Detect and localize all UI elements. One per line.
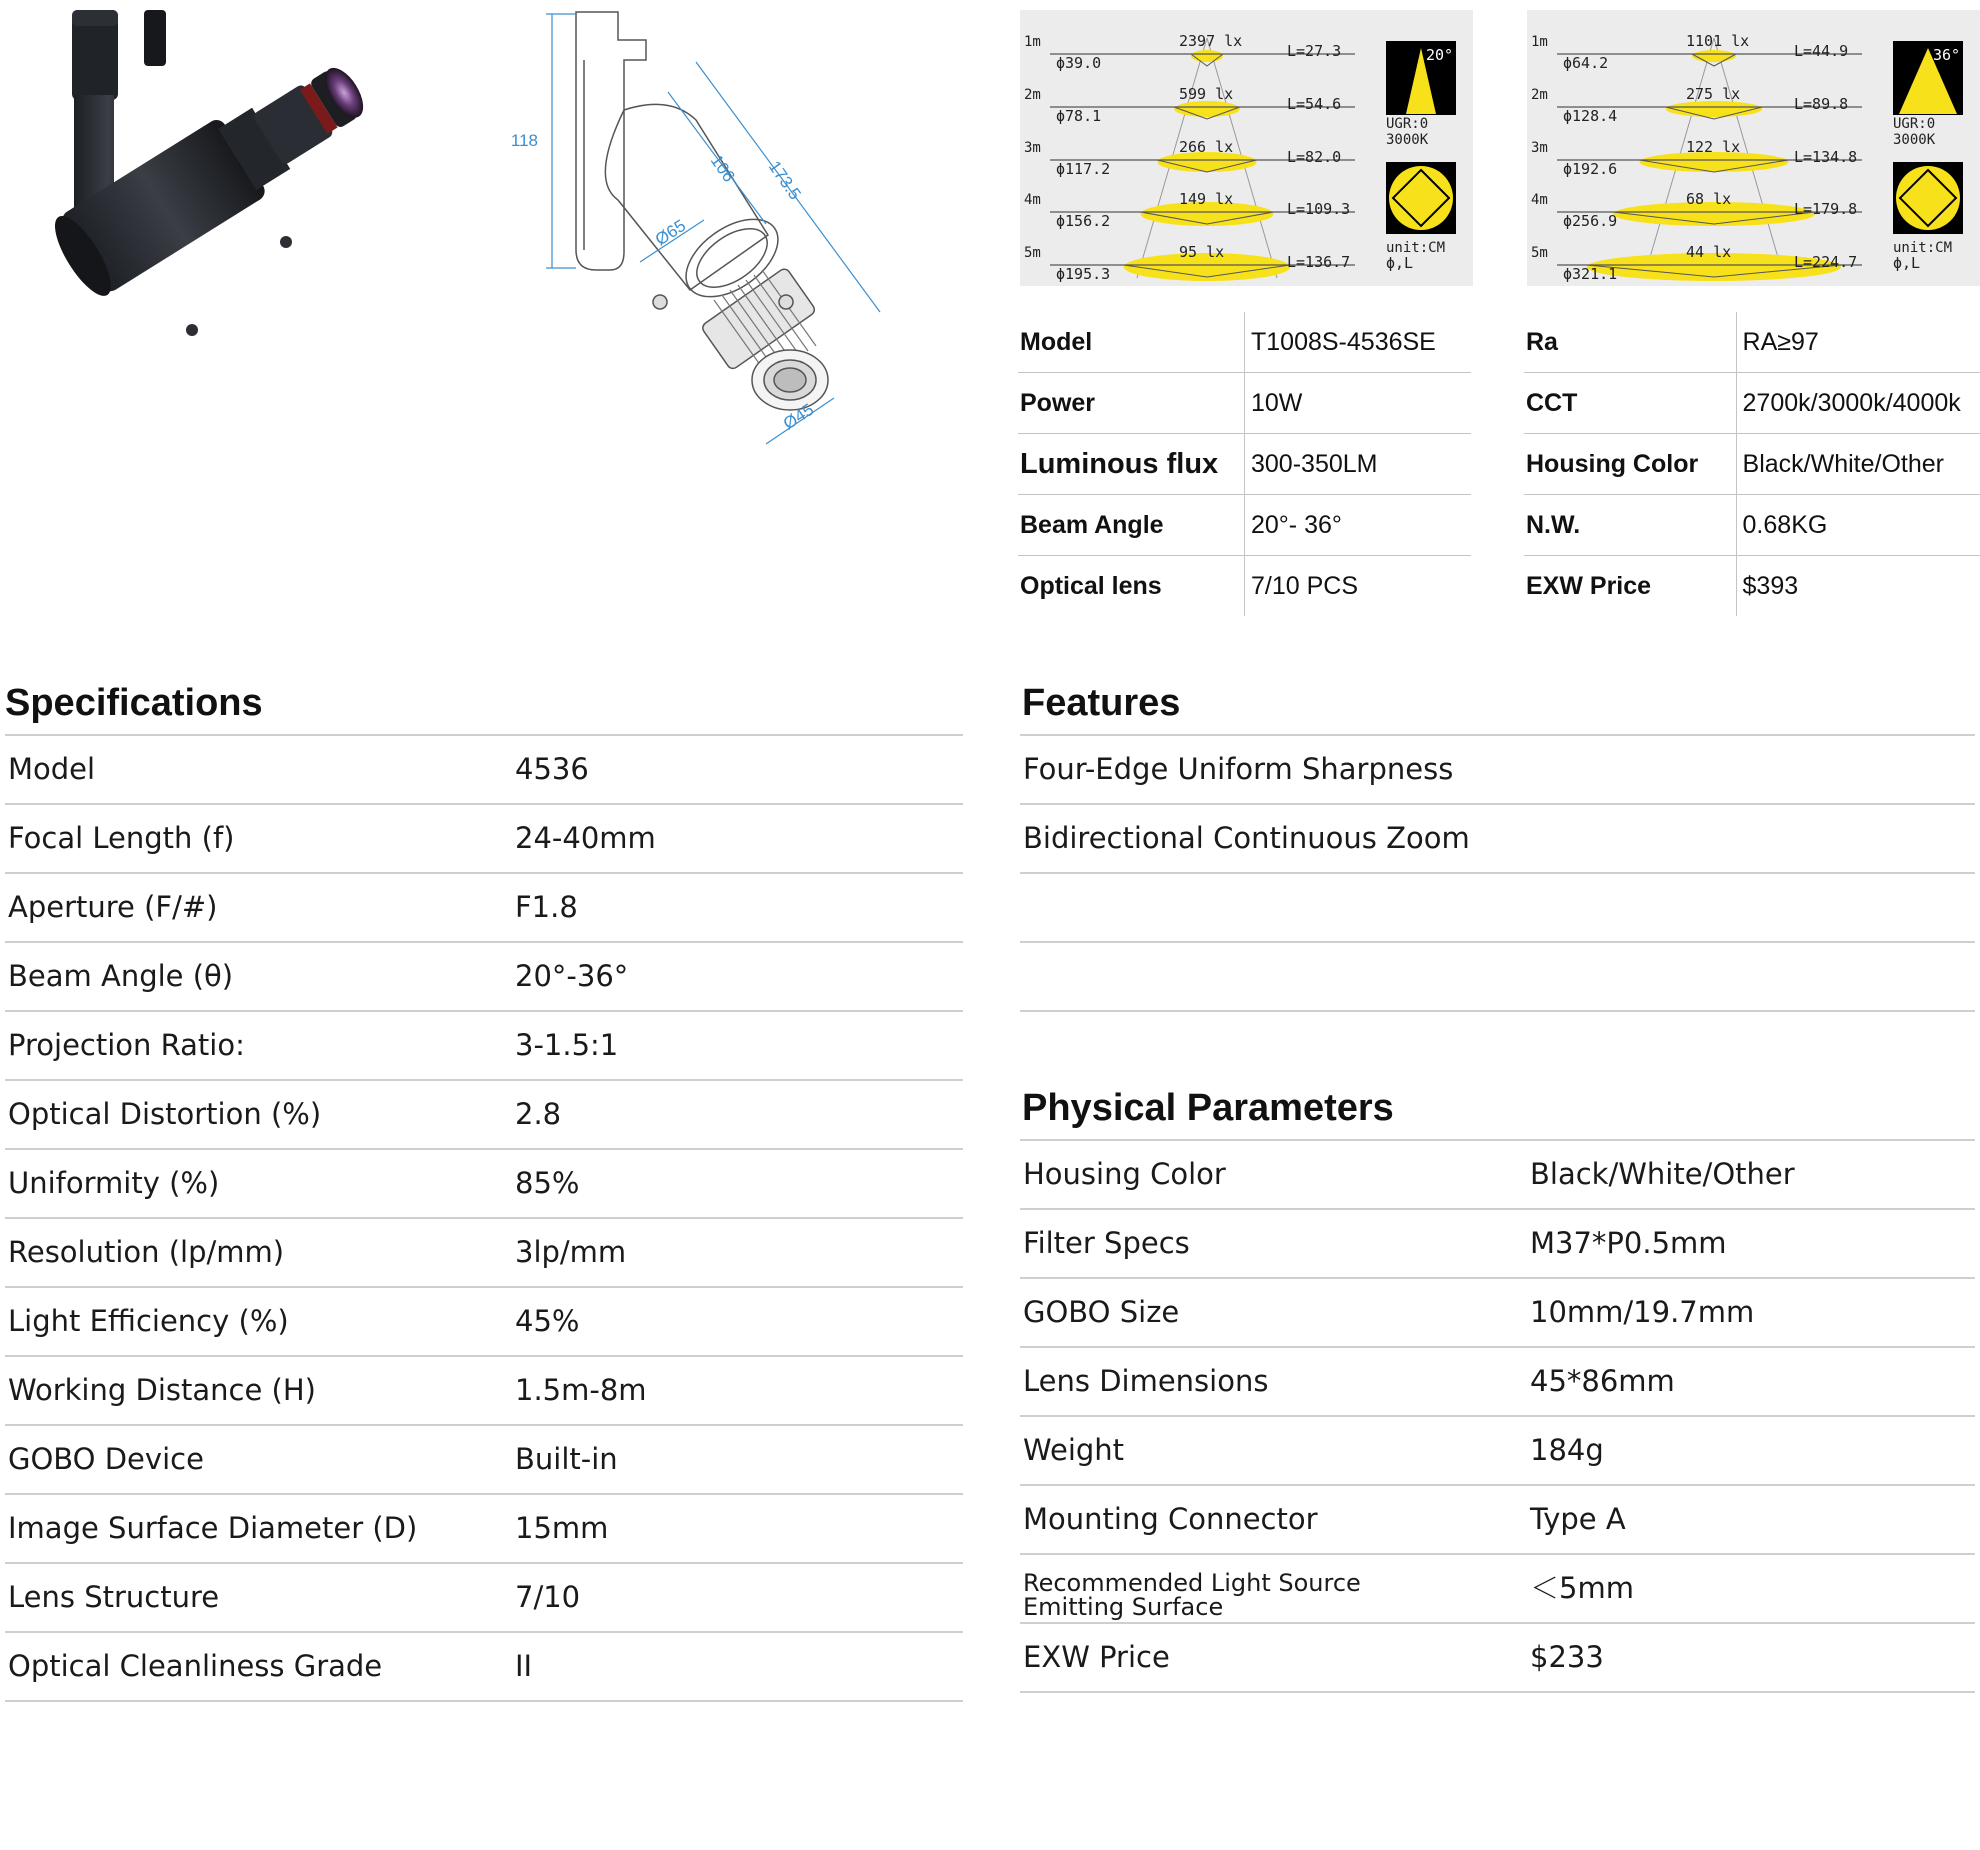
- length-label: L=89.8: [1794, 95, 1849, 113]
- length-label: L=54.6: [1287, 95, 1342, 113]
- info-label: Optical lens: [1020, 571, 1162, 600]
- row-label: Housing Color: [1023, 1157, 1226, 1191]
- row-label: Beam Angle (θ): [8, 959, 234, 993]
- lux-label: 266 lx: [1179, 138, 1234, 156]
- lux-label: 275 lx: [1686, 85, 1741, 103]
- info-row: [1524, 556, 1980, 617]
- info-label: Model: [1018, 312, 1245, 373]
- info-label: EXW Price: [1526, 571, 1652, 600]
- cct-label: 3000K: [1893, 132, 1936, 148]
- lux-label: 1101 lx: [1686, 32, 1750, 50]
- table-row: [5, 1081, 963, 1150]
- table-row: [5, 874, 963, 943]
- row-label-line1: Recommended Light Source: [1023, 1569, 1361, 1597]
- feature-text: Bidirectional Continuous Zoom: [1023, 821, 1470, 855]
- row-value: 85%: [515, 1166, 580, 1200]
- info-row: [1524, 434, 1980, 495]
- table-row: [5, 805, 963, 874]
- table-row: [5, 736, 963, 805]
- row-value: 20°-36°: [515, 959, 629, 993]
- row-value: 184g: [1530, 1433, 1604, 1467]
- row-value: 24-40mm: [515, 821, 656, 855]
- diameter-label: ϕ195.3: [1056, 265, 1111, 283]
- info-value: $393: [1736, 556, 1980, 617]
- row-label: GOBO Device: [8, 1442, 204, 1476]
- row-label: GOBO Size: [1023, 1295, 1180, 1329]
- info-value: RA≥97: [1736, 312, 1980, 373]
- distance-label: 1m: [1024, 34, 1041, 50]
- beam-spot: [1191, 50, 1223, 62]
- table-row: [1020, 1555, 1975, 1624]
- dimension-drawing: [500, 0, 900, 460]
- dim-106: 106: [706, 151, 739, 186]
- row-value: 45%: [515, 1304, 580, 1338]
- row-label: Lens Dimensions: [1023, 1364, 1269, 1398]
- specifications-table: [5, 734, 963, 1702]
- row-label: Mounting Connector: [1023, 1502, 1318, 1536]
- row-label: Optical Distortion (%): [8, 1097, 322, 1131]
- info-label: Ra: [1524, 312, 1736, 373]
- length-label: L=109.3: [1287, 200, 1351, 218]
- info-row: [1524, 495, 1980, 556]
- features-list: [1020, 734, 1975, 1012]
- diameter-label: ϕ64.2: [1563, 54, 1609, 72]
- feature-item: [1020, 943, 1975, 1012]
- table-row: [1020, 1279, 1975, 1348]
- row-label: Uniformity (%): [8, 1166, 220, 1200]
- length-label: L=136.7: [1287, 253, 1351, 271]
- table-row: [5, 1219, 963, 1288]
- dim-118: 118: [510, 131, 538, 150]
- photometric-chart-20: [1020, 10, 1473, 286]
- row-label: Optical Cleanliness Grade: [8, 1649, 383, 1683]
- row-value: F1.8: [515, 890, 578, 924]
- info-value: Black/White/Other: [1736, 434, 1980, 495]
- physical-parameters-table: [1020, 1139, 1975, 1693]
- row-label: Aperture (F/#): [8, 890, 218, 924]
- row-label: EXW Price: [1023, 1640, 1170, 1674]
- diameter-label: ϕ117.2: [1056, 160, 1111, 178]
- unit-symbols-label: ϕ,L: [1893, 254, 1921, 272]
- info-row: [1018, 373, 1471, 434]
- lux-label: 44 lx: [1686, 243, 1732, 261]
- length-label: L=224.7: [1794, 253, 1858, 271]
- table-row: [1020, 1486, 1975, 1555]
- info-row: [1018, 556, 1471, 617]
- feature-item: [1020, 805, 1975, 874]
- beam-spot: [1174, 101, 1240, 117]
- info-value: 2700k/3000k/4000k: [1736, 373, 1980, 434]
- row-label: Lens Structure: [8, 1580, 220, 1614]
- ugr-label: UGR:0: [1893, 116, 1936, 132]
- cct-label: 3000K: [1386, 132, 1429, 148]
- table-row: [1020, 1348, 1975, 1417]
- table-row: [5, 1564, 963, 1633]
- table-row: [1020, 1141, 1975, 1210]
- length-label: L=134.8: [1794, 148, 1858, 166]
- table-row: [5, 1288, 963, 1357]
- dim-d45: Ø45: [779, 399, 818, 434]
- distance-label: 2m: [1024, 87, 1041, 103]
- row-value: 4536: [515, 752, 589, 786]
- info-label: CCT: [1524, 373, 1736, 434]
- lux-label: 95 lx: [1179, 243, 1225, 261]
- unit-label: unit:CM: [1893, 240, 1953, 256]
- info-row: [1018, 434, 1471, 495]
- features-title: Features: [1022, 682, 1181, 724]
- distance-label: 3m: [1531, 140, 1548, 156]
- distance-label: 3m: [1024, 140, 1041, 156]
- info-row: [1524, 312, 1980, 373]
- ugr-label: UGR:0: [1386, 116, 1429, 132]
- diameter-label: ϕ156.2: [1056, 212, 1111, 230]
- length-label: L=82.0: [1287, 148, 1342, 166]
- diameter-label: ϕ128.4: [1563, 107, 1618, 125]
- unit-label: unit:CM: [1386, 240, 1446, 256]
- beam-angle-label: 20°: [1426, 46, 1454, 64]
- feature-item: [1020, 736, 1975, 805]
- table-row: [5, 1357, 963, 1426]
- lux-label: 599 lx: [1179, 85, 1234, 103]
- row-label: Projection Ratio:: [8, 1028, 245, 1062]
- row-label: Model: [8, 752, 96, 786]
- physical-parameters-title: Physical Parameters: [1022, 1087, 1394, 1129]
- spot-circle-icon: [1896, 166, 1960, 230]
- info-label: N.W.: [1524, 495, 1736, 556]
- row-value: ＜5mm: [1530, 1571, 1634, 1605]
- row-label: [1023, 1571, 1423, 1619]
- row-label: Light Efficiency (%): [8, 1304, 289, 1338]
- diameter-label: ϕ256.9: [1563, 212, 1618, 230]
- table-row: [1020, 1624, 1975, 1693]
- info-value: T1008S-4536SE: [1245, 312, 1472, 373]
- row-value: Type A: [1530, 1502, 1626, 1536]
- lux-label: 122 lx: [1686, 138, 1741, 156]
- row-label: Working Distance (H): [8, 1373, 316, 1407]
- info-value: 10W: [1245, 373, 1472, 434]
- row-label-line2: Emitting Surface: [1023, 1593, 1224, 1621]
- length-label: L=44.9: [1794, 42, 1849, 60]
- distance-label: 1m: [1531, 34, 1548, 50]
- beam-spot: [1692, 50, 1736, 62]
- row-value: 7/10: [515, 1580, 581, 1614]
- distance-label: 2m: [1531, 87, 1548, 103]
- info-row: [1524, 373, 1980, 434]
- distance-label: 5m: [1531, 245, 1548, 261]
- row-value: 1.5m-8m: [515, 1373, 647, 1407]
- row-value: 3-1.5:1: [515, 1028, 619, 1062]
- info-value: 7/10 PCS: [1245, 556, 1472, 617]
- table-row: [1020, 1210, 1975, 1279]
- feature-text: Four-Edge Uniform Sharpness: [1023, 752, 1454, 786]
- lux-label: 68 lx: [1686, 190, 1732, 208]
- length-label: L=179.8: [1794, 200, 1858, 218]
- distance-label: 4m: [1531, 192, 1548, 208]
- info-value: 0.68KG: [1736, 495, 1980, 556]
- row-value: 15mm: [515, 1511, 609, 1545]
- table-row: [5, 1150, 963, 1219]
- beam-spot: [1666, 101, 1763, 117]
- row-label: Focal Length (f): [8, 821, 235, 855]
- table-row: [5, 943, 963, 1012]
- row-label: Weight: [1023, 1433, 1125, 1467]
- photometric-chart-36: [1527, 10, 1980, 286]
- info-row: [1018, 495, 1471, 556]
- diameter-label: ϕ78.1: [1056, 107, 1102, 125]
- dim-d65: Ø65: [651, 215, 690, 250]
- dim-173-5: 173.5: [764, 157, 805, 204]
- feature-item: [1020, 874, 1975, 943]
- row-value: M37*P0.5mm: [1530, 1226, 1727, 1260]
- row-value: 2.8: [515, 1097, 562, 1131]
- lux-label: 2397 lx: [1179, 32, 1243, 50]
- distance-label: 5m: [1024, 245, 1041, 261]
- product-photo: [40, 0, 400, 420]
- beam-angle-label: 36°: [1933, 46, 1961, 64]
- row-label: Filter Specs: [1023, 1226, 1190, 1260]
- row-value: II: [515, 1649, 533, 1683]
- info-label: Power: [1018, 373, 1245, 434]
- product-info-table-right: [1524, 312, 1980, 616]
- product-info-table-left: [1018, 312, 1471, 616]
- diameter-label: ϕ321.1: [1563, 265, 1618, 283]
- info-value: 20°- 36°: [1245, 495, 1472, 556]
- row-value: Built-in: [515, 1442, 618, 1476]
- row-value: 10mm/19.7mm: [1530, 1295, 1755, 1329]
- diameter-label: ϕ192.6: [1563, 160, 1618, 178]
- table-row: [5, 1633, 963, 1702]
- table-row: [5, 1012, 963, 1081]
- row-label: Resolution (lp/mm): [8, 1235, 285, 1269]
- row-value: Black/White/Other: [1530, 1157, 1795, 1191]
- specifications-title: Specifications: [5, 682, 263, 724]
- info-label: Beam Angle: [1018, 495, 1245, 556]
- distance-label: 4m: [1024, 192, 1041, 208]
- spot-circle-icon: [1389, 166, 1453, 230]
- table-row: [1020, 1417, 1975, 1486]
- table-row: [5, 1495, 963, 1564]
- table-row: [5, 1426, 963, 1495]
- row-value: 3lp/mm: [515, 1235, 627, 1269]
- row-value: 45*86mm: [1530, 1364, 1675, 1398]
- length-label: L=27.3: [1287, 42, 1342, 60]
- lux-label: 149 lx: [1179, 190, 1234, 208]
- row-label: Image Surface Diameter (D): [8, 1511, 418, 1545]
- info-label: Housing Color: [1524, 434, 1736, 495]
- row-value: $233: [1530, 1640, 1604, 1674]
- info-value: 300-350LM: [1245, 434, 1472, 495]
- unit-symbols-label: ϕ,L: [1386, 254, 1414, 272]
- info-row: [1018, 312, 1471, 373]
- diameter-label: ϕ39.0: [1056, 54, 1102, 72]
- info-label: Luminous flux: [1018, 434, 1245, 495]
